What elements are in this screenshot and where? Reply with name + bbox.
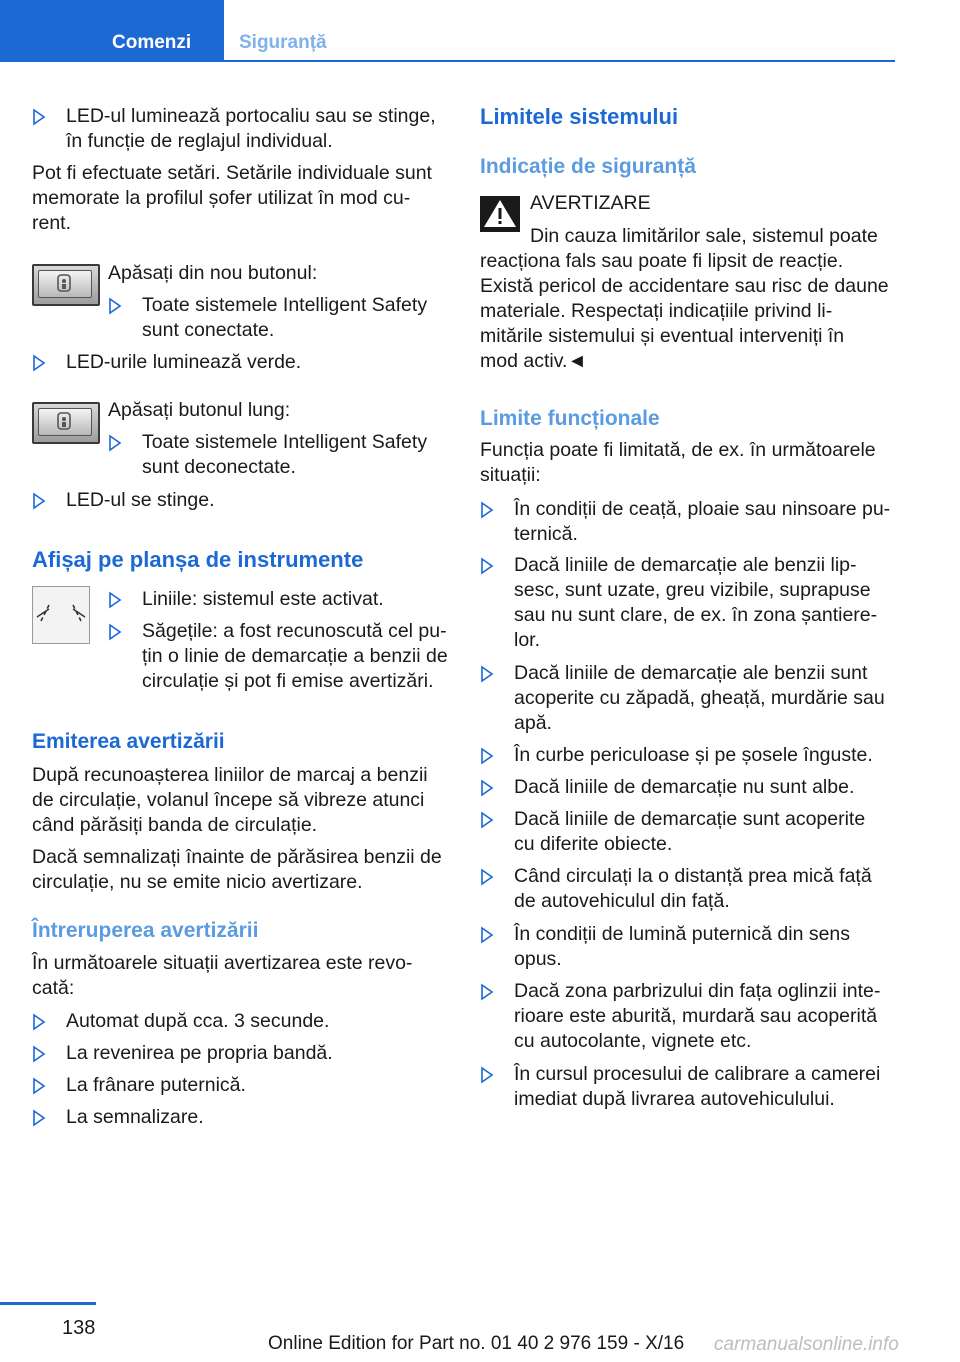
list-item-text: În curbe periculoase și pe șosele înguste. — [514, 744, 873, 766]
warning-label: AVERTIZARE — [530, 192, 651, 214]
bullet-triangle-icon — [32, 1012, 46, 1032]
section-heading-functional-limits: Limite funcționale — [480, 407, 660, 430]
bullet-triangle-icon — [480, 925, 494, 945]
bullet-triangle-icon — [480, 982, 494, 1002]
list-item-text: Săgețile: a fost recunoscută cel pu- țin o linie de demarcație a benzii de circulație și pot fi emise avertizări. — [142, 620, 448, 692]
section-heading-interrupt: Întreruperea avertizării — [32, 919, 259, 942]
list-item-text: LED-ul se stinge. — [66, 489, 215, 511]
list-item-text: În condiții de lumină puternică din sens opus. — [514, 923, 851, 970]
section-heading-limits: Limitele sistemului — [480, 104, 679, 129]
footer-rule — [0, 1302, 96, 1305]
bullet-triangle-icon — [108, 622, 122, 642]
interrupt-paragraph: În următoarele situații avertizarea este revo- cată: — [32, 952, 413, 999]
bullet-triangle-icon — [480, 778, 494, 798]
bullet-triangle-icon — [32, 491, 46, 511]
list-item-text: La frânare puternică. — [66, 1074, 246, 1096]
list-item-text: Dacă zona parbrizului din fața oglinzii inte- rioare este aburită, murdară sau acoperită cu autocolante, vignete etc. — [514, 980, 881, 1052]
bullet-triangle-icon — [480, 664, 494, 684]
list-item-text: LED-ul luminează portocaliu sau se stinge, în funcție de reglajul individual. — [66, 105, 436, 152]
list-item-text: Liniile: sistemul este activat. — [142, 588, 384, 610]
bullet-triangle-icon — [480, 1065, 494, 1085]
list-item-text: La revenirea pe propria bandă. — [66, 1042, 333, 1064]
section-heading-warning: Emiterea avertizării — [32, 730, 225, 753]
settings-paragraph: Pot fi efectuate setări. Setările individuale sunt memorate la profilul șofer utilizat în mod cu- rent. — [32, 162, 432, 234]
bullet-triangle-icon — [32, 107, 46, 127]
list-item-text: Dacă liniile de demarcație sunt acoperite cu diferite obiecte. — [514, 808, 866, 855]
bullet-triangle-icon — [32, 353, 46, 373]
bullet-triangle-icon — [108, 296, 122, 316]
bullet-triangle-icon — [480, 500, 494, 520]
bullet-triangle-icon — [32, 1044, 46, 1064]
bullet-triangle-icon — [480, 746, 494, 766]
list-item-text: Dacă liniile de demarcație nu sunt albe. — [514, 776, 855, 798]
warning-triangle-icon — [480, 196, 520, 232]
bullet-triangle-icon — [32, 1076, 46, 1096]
section-heading-display: Afișaj pe planșa de instrumente — [32, 547, 364, 572]
list-item-text: Dacă liniile de demarcație ale benzii sunt acoperite cu zăpadă, gheață, murdărie sau apă. — [514, 662, 885, 734]
list-item-text: Toate sistemele Intelligent Safety sunt conectate. — [142, 294, 428, 341]
list-item-text: Toate sistemele Intelligent Safety sunt deconectate. — [142, 431, 428, 478]
watermark-logo: carmanualsonline.info — [714, 1334, 899, 1355]
lane-departure-display-icon — [32, 586, 90, 644]
list-item-text: Automat după cca. 3 secunde. — [66, 1010, 330, 1032]
edition-note: Online Edition for Part no. 01 40 2 976 159 - X/16 — [268, 1333, 685, 1354]
bullet-triangle-icon — [480, 810, 494, 830]
warning-paragraph: După recunoașterea liniilor de marcaj a benzii de circulație, volanul începe să vibreze atunci când părăsiți banda de circulație. — [32, 764, 428, 836]
list-item-text: În cursul procesului de calibrare a camerei imediat după livrarea autovehiculului. — [514, 1063, 881, 1110]
functional-limits-paragraph: Funcția poate fi limitată, de ex. în următoarele situații: — [480, 439, 876, 486]
press-again-label: Apăsați din nou butonul: — [108, 262, 318, 284]
warning-text: reacționa fals sau poate fi lipsit de reacție. Există pericol de accidentare sau risc de daune materiale. Respectați indicațiile privind li- mitările sistemului și eventual interveniți în mod activ.◄ — [480, 250, 889, 372]
list-item-text: În condiții de ceață, ploaie sau ninsoare pu- ternică. — [514, 498, 891, 545]
list-item-text: Când circulați la o distanță prea mică față de autovehiculul din față. — [514, 865, 872, 912]
tab-siguranta[interactable]: Siguranță — [239, 32, 327, 53]
intelligent-safety-button-icon — [32, 264, 100, 306]
bullet-triangle-icon — [108, 590, 122, 610]
page-number: 138 — [62, 1317, 96, 1339]
list-item-text: LED-urile luminează verde. — [66, 351, 302, 373]
list-item-text: Dacă liniile de demarcație ale benzii lip- sesc, sunt uzate, greu vizibile, suprapuse sau nu sunt clare, de ex. în zona șantiere- lor. — [514, 554, 878, 651]
intelligent-safety-button-icon — [32, 402, 100, 444]
header-bar — [0, 0, 960, 62]
tab-comenzi[interactable]: Comenzi — [112, 32, 192, 53]
bullet-triangle-icon — [480, 867, 494, 887]
section-heading-safety: Indicație de siguranță — [480, 155, 696, 178]
list-item-text: La semnalizare. — [66, 1106, 204, 1128]
bullet-triangle-icon — [480, 556, 494, 576]
warning-text-line1: Din cauza limitărilor sale, sistemul poate — [530, 225, 878, 247]
bullet-triangle-icon — [32, 1108, 46, 1128]
press-long-label: Apăsați butonul lung: — [108, 399, 291, 421]
signal-paragraph: Dacă semnalizați înainte de părăsirea benzii de circulație, nu se emite nicio avertizare. — [32, 846, 442, 893]
bullet-triangle-icon — [108, 433, 122, 453]
